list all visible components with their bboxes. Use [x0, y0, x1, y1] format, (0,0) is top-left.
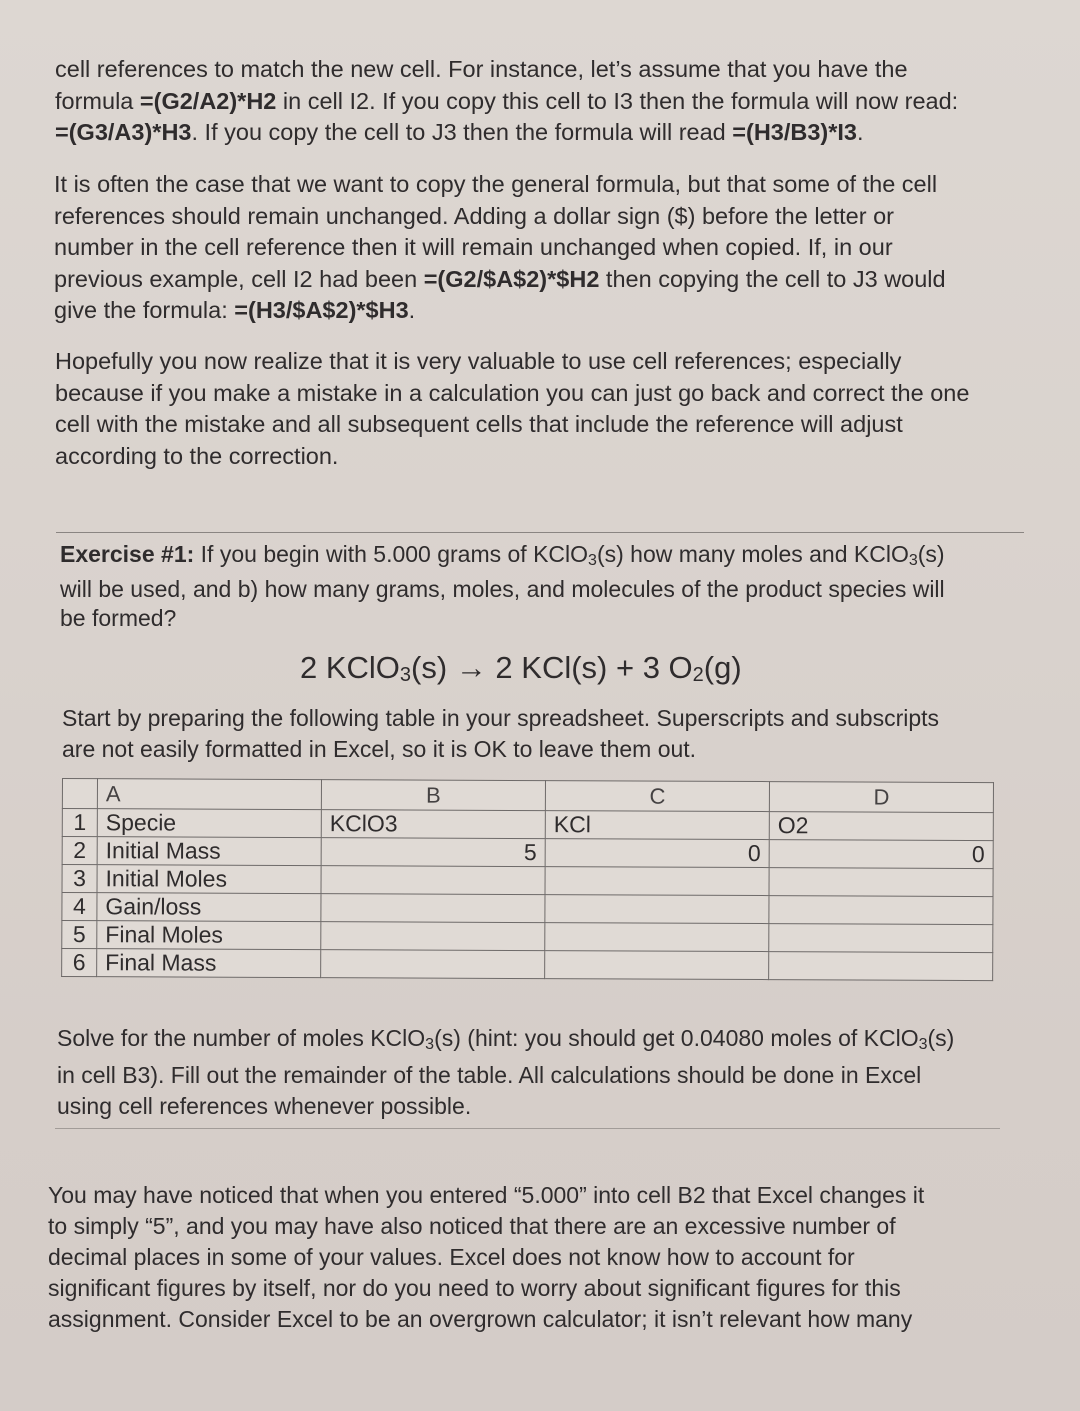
text-line: cell with the mistake and all subsequent cells that include the reference will adjust	[55, 411, 903, 437]
table-instructions	[62, 703, 939, 765]
table-row	[62, 837, 993, 869]
text-line: using cell references whenever possible.	[57, 1093, 472, 1119]
section-divider	[55, 1128, 1000, 1129]
text-line: assignment. Consider Excel to be an overgrown calculator; it isn’t relevant how many	[48, 1306, 913, 1332]
column-header: A	[97, 779, 321, 810]
exercise-prompt	[60, 540, 945, 633]
text-line: will be used, and b) how many grams, moles, and molecules of the product species will	[60, 576, 945, 602]
row-label: Initial Moles	[97, 865, 321, 894]
text-line: previous example, cell I2 had been =(G2/$A$2)*$H2 then copying the cell to J3 would	[54, 265, 946, 292]
cell-d3	[769, 868, 993, 897]
formula-text: =(H3/$A$2)*$H3	[234, 297, 409, 323]
row-label: Initial Mass	[97, 837, 321, 866]
text-line: Solve for the number of moles KClO$_3$(s) (hint: you should get 0.04080 moles of KClO$_3$(s)	[57, 1025, 955, 1053]
cell-b5	[321, 922, 545, 951]
cell-b4	[321, 894, 545, 923]
exercise-label: Exercise #1:	[60, 541, 195, 567]
column-header-row	[62, 779, 993, 813]
formula-text: =(G2/A2)*H2	[139, 87, 277, 114]
cell-b3	[321, 866, 545, 895]
text-line: =(G3/A3)*H3. If you copy the cell to J3 then the formula will read =(H3/B3)*I3.	[55, 119, 864, 145]
cell-c1: KCl	[545, 811, 769, 840]
row-label: Final Mass	[97, 949, 321, 978]
row-label: Gain/loss	[97, 893, 321, 922]
cell-c4	[545, 895, 769, 924]
column-header: B	[321, 780, 545, 811]
section-divider	[56, 532, 1024, 533]
cell-d5	[769, 924, 993, 953]
text-line: Hopefully you now realize that it is very valuable to use cell references; especially	[55, 348, 902, 374]
row-number: 5	[62, 921, 97, 949]
cell-b1: KClO3	[321, 810, 545, 839]
cell-d1: O2	[769, 812, 993, 841]
cell-c6	[545, 951, 769, 980]
text-line: according to the correction.	[55, 442, 339, 469]
cell-d4	[769, 896, 993, 925]
row-number: 1	[62, 809, 97, 837]
cell-c3	[545, 867, 769, 896]
table-row	[62, 949, 993, 981]
formula-text: =(G2/$A$2)*$H2	[423, 265, 600, 292]
row-label: Final Moles	[97, 921, 321, 950]
text-line: to simply “5”, and you may have also noticed that there are an excessive number of	[48, 1213, 896, 1239]
paragraph-cell-references	[55, 54, 958, 149]
text-line: are not easily formatted in Excel, so it is OK to leave them out.	[62, 736, 697, 762]
text-line: You may have noticed that when you entered “5.000” into cell B2 that Excel changes it	[48, 1182, 925, 1208]
cell-d2: 0	[769, 840, 993, 869]
column-header: C	[545, 781, 769, 812]
text-line: cell references to match the new cell. For instance, let’s assume that you have the	[55, 56, 908, 82]
text-line: in cell B3). Fill out the remainder of the table. All calculations should be done in Excel	[57, 1062, 922, 1088]
cell-d6	[769, 952, 993, 981]
table-row	[62, 809, 993, 841]
paragraph-value-of-references	[55, 346, 969, 472]
chemical-equation: 2 KClO$_3$(s) → 2 KCl(s) + 3 $O_2(g)$	[300, 650, 742, 686]
text-line: give the formula: =(H3/$A$2)*$H3.	[54, 297, 416, 323]
paragraph-significant-figures	[48, 1180, 924, 1335]
text-line: references should remain unchanged. Adding a dollar sign ($) before the letter or	[54, 202, 894, 229]
corner-cell	[62, 779, 97, 809]
cell-b2: 5	[321, 838, 545, 867]
paragraph-absolute-references	[54, 169, 946, 327]
table-row	[62, 865, 993, 897]
text-line: significant figures by itself, nor do you need to worry about significant figures for this	[48, 1275, 901, 1301]
row-label: Specie	[97, 809, 321, 838]
text-line: decimal places in some of your values. Excel does not know how to account for	[48, 1244, 855, 1270]
text-line: number in the cell reference then it will remain unchanged when copied. If, in our	[54, 234, 893, 260]
text-line: be formed?	[60, 605, 177, 631]
cell-c2: 0	[545, 839, 769, 868]
text-line: It is often the case that we want to copy the general formula, but that some of the cell	[54, 171, 938, 197]
text-line: Exercise #1: If you begin with 5.000 grams of KClO$_3$(s) how many moles and KClO$_3$(s)	[60, 541, 945, 569]
formula-text: =(H3/B3)*I3	[732, 119, 857, 145]
row-number: 6	[62, 949, 97, 977]
spreadsheet-table	[61, 778, 994, 981]
paragraph-solve-instructions	[57, 1023, 954, 1122]
text-line: formula =(G2/A2)*H2 in cell I2. If you copy this cell to I3 then the formula will now read:	[55, 87, 959, 114]
cell-b6	[321, 950, 545, 979]
column-header: D	[769, 782, 993, 813]
row-number: 4	[62, 893, 97, 921]
table-row	[62, 921, 993, 953]
cell-c5	[545, 923, 769, 952]
text-line: Start by preparing the following table in your spreadsheet. Superscripts and subscripts	[62, 705, 940, 731]
row-number: 3	[62, 865, 97, 893]
text-line: because if you make a mistake in a calculation you can just go back and correct the one	[55, 379, 970, 406]
row-number: 2	[62, 837, 97, 865]
table-row	[62, 893, 993, 925]
formula-text: =(G3/A3)*H3	[55, 119, 192, 145]
